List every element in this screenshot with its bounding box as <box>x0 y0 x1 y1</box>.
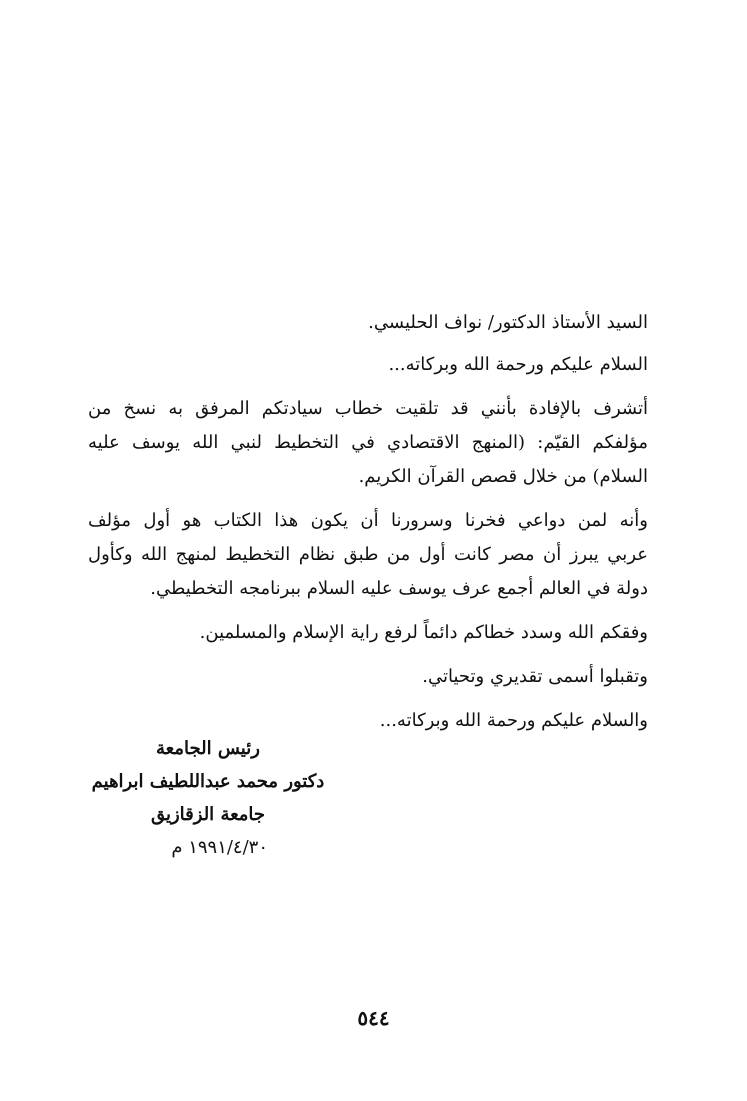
signature-date: ١٩٩١/٤/٣٠ م <box>171 837 268 858</box>
wish-line: وفقكم الله وسدد خطاكم دائماً لرفع راية الإسلام والمسلمين. <box>199 622 648 643</box>
paragraph-receipt <box>88 392 648 494</box>
paragraph-pride <box>88 504 648 606</box>
paragraph-line: وأنه لمن دواعي فخرنا وسرورنا أن يكون هذا الكتاب هو أول مؤلف <box>88 510 648 531</box>
paragraph-line: السلام) من خلال قصص القرآن الكريم. <box>358 466 648 487</box>
paragraph-line: مؤلفكم القيّم: (المنهج الاقتصادي في التخطيط لنبي الله يوسف عليه <box>88 432 648 453</box>
page-number: ٥٤٤ <box>357 1006 390 1030</box>
letter-body <box>88 306 648 738</box>
paragraph-line: أتشرف بالإفادة بأنني قد تلقيت خطاب سيادتكم المرفق به نسخ من <box>88 398 648 419</box>
closing-line: والسلام عليكم ورحمة الله وبركاته... <box>379 710 648 731</box>
addressee-line: السيد الأستاذ الدكتور/ نواف الحليسي. <box>368 312 648 333</box>
signature-institution: جامعة الزقازيق <box>150 804 266 825</box>
signature-title: رئيس الجامعة <box>156 738 260 759</box>
paragraph-line: عربي يبرز أن مصر كانت أول من طبق نظام التخطيط لمنهج الله وكأول <box>88 544 648 565</box>
thanks-line: وتقبلوا أسمى تقديري وتحياتي. <box>422 666 648 687</box>
paragraph-line: دولة في العالم أجمع عرف يوسف عليه السلام ببرنامجه التخطيطي. <box>150 578 648 599</box>
signature-block <box>88 732 328 864</box>
signature-name: دكتور محمد عبداللطيف ابراهيم <box>91 771 325 792</box>
greeting-line: السلام عليكم ورحمة الله وبركاته... <box>388 354 648 375</box>
